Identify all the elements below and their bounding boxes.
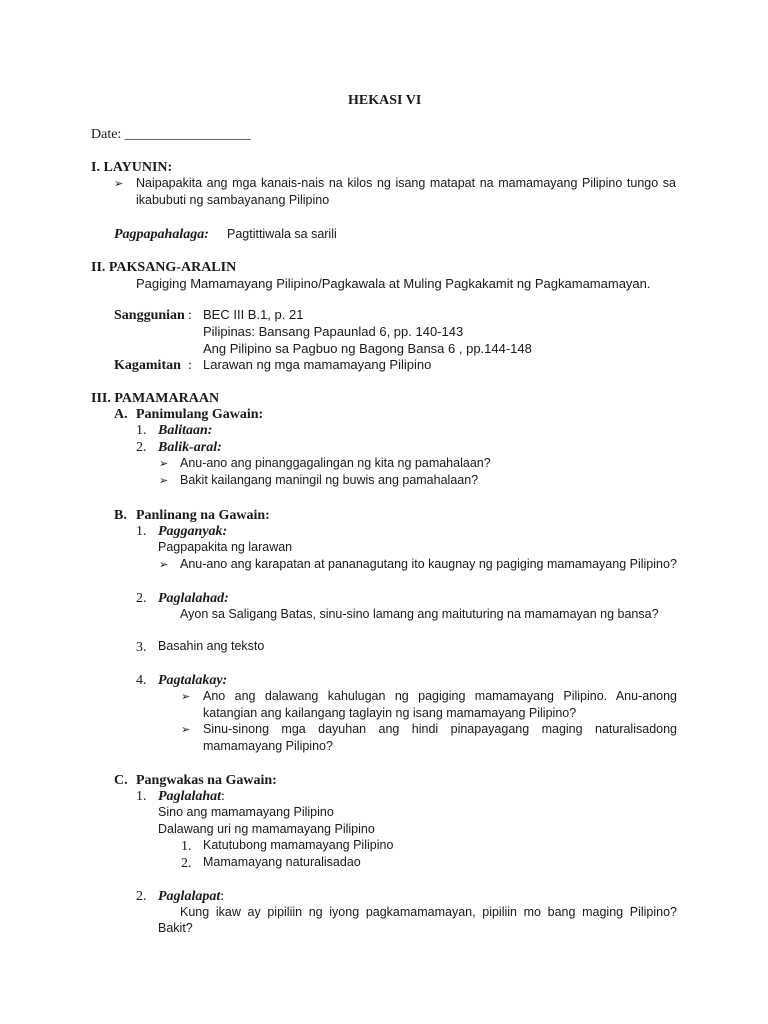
kagamitan-label: Kagamitan xyxy=(114,358,181,373)
arrow-bullet-icon: ➢ xyxy=(159,558,169,571)
a-item-2-number: 2. xyxy=(136,440,147,455)
part-c-title: Pangwakas na Gawain: xyxy=(136,773,277,788)
a-item-2-label: Balik-aral: xyxy=(158,440,222,455)
b-item-2-label: Paglalahad: xyxy=(158,591,229,606)
b-item-4-label: Pagtalakay: xyxy=(158,673,228,688)
pagpapahalaga-value: Pagtittiwala sa sarili xyxy=(227,227,337,241)
sanggunian-label: Sanggunian xyxy=(114,308,185,323)
balik-aral-question-1: Anu-ano ang pinanggagalingan ng kita ng pamahalaan? xyxy=(180,456,491,470)
b-item-1-label: Pagganyak: xyxy=(158,524,228,539)
part-a-letter: A. xyxy=(114,407,128,422)
pagtalakay-q2-line1: Sinu-sinong mga dayuhan ang hindi pinapayagang maging naturalisadong xyxy=(203,722,677,736)
paglalahat-text-2: Dalawang uri ng mamamayang Pilipino xyxy=(158,822,375,836)
subitem-1-number: 1. xyxy=(181,839,192,854)
balik-aral-question-2: Bakit kailangang maningil ng buwis ang pamahalaan? xyxy=(180,473,479,487)
document-title: HEKASI VI xyxy=(348,93,422,108)
c-item-1-colon: : xyxy=(221,789,225,804)
b-item-3-number: 3. xyxy=(136,640,147,655)
kagamitan-colon: : xyxy=(188,358,192,373)
pagtalakay-q1-line2: katangian ang kailangang taglayin ng isang mamamayang Pilipino? xyxy=(203,706,577,720)
c-item-1-number: 1. xyxy=(136,789,147,804)
c-item-2-colon: : xyxy=(220,889,225,904)
b-item-3-text: Basahin ang teksto xyxy=(158,639,265,653)
part-b-title: Panlinang na Gawain: xyxy=(136,508,270,523)
pagtalakay-q1-line1: Ano ang dalawang kahulugan ng pagiging mamamayang Pilipino. Anu-anong xyxy=(203,689,677,703)
c-item-1-label: Paglalahat xyxy=(158,789,222,804)
paglalapat-question-line1: Kung ikaw ay pipiliin ng iyong pagkamamamayan, pipiliin mo bang maging Pilipino? xyxy=(180,905,677,919)
pagganyak-text: Pagpapakita ng larawan xyxy=(158,540,293,554)
paglalahat-text-1: Sino ang mamamayang Pilipino xyxy=(158,805,334,819)
reference-1: BEC III B.1, p. 21 xyxy=(203,307,304,322)
pagtalakay-q2-line2: mamamayang Pilipino? xyxy=(203,739,333,753)
topic-text: Pagiging Mamamayang Pilipino/Pagkawala at Muling Pagkakamit ng Pagkamamamayan. xyxy=(136,276,651,291)
pagpapahalaga-label: Pagpapahalaga: xyxy=(114,227,209,242)
paglalapat-question-line2: Bakit? xyxy=(158,921,193,935)
section-heading-paksang-aralin: II. PAKSANG-ARALIN xyxy=(91,260,237,275)
c-item-2-label: Paglalapat xyxy=(158,889,221,904)
c-item-2-number: 2. xyxy=(136,889,147,904)
arrow-bullet-icon: ➢ xyxy=(181,690,191,703)
paglalahad-text: Ayon sa Saligang Batas, sinu-sino lamang ang maituturing na mamamayan ng bansa? xyxy=(180,607,659,621)
pagganyak-question: Anu-ano ang karapatan at pananagutang ito kaugnay ng pagiging mamamayang Pilipino? xyxy=(180,557,677,571)
reference-3: Ang Pilipino sa Pagbuo ng Bagong Bansa 6 , pp.144-148 xyxy=(203,341,532,356)
part-c-letter: C. xyxy=(114,773,128,788)
arrow-bullet-icon: ➢ xyxy=(114,177,124,190)
part-b-letter: B. xyxy=(114,508,127,523)
date-line: Date: __________________ xyxy=(91,127,251,142)
part-a-title: Panimulang Gawain: xyxy=(136,407,264,422)
objective-line-1: Naipapakita ang mga kanais-nais na kilos ng isang matapat na mamamayang Pilipino tungo sa xyxy=(136,176,676,190)
b-item-4-number: 4. xyxy=(136,673,147,688)
section-heading-layunin: I. LAYUNIN: xyxy=(91,160,173,175)
sanggunian-colon: : xyxy=(188,308,192,323)
subitem-2-text: Mamamayang naturalisadao xyxy=(203,855,361,869)
section-heading-pamamaraan: III. PAMAMARAAN xyxy=(91,391,220,406)
objective-line-2: ikabubuti ng sambayanang Pilipino xyxy=(136,193,330,207)
kagamitan-value: Larawan ng mga mamamayang Pilipino xyxy=(203,357,432,372)
arrow-bullet-icon: ➢ xyxy=(181,723,191,736)
subitem-1-text: Katutubong mamamayang Pilipino xyxy=(203,838,394,852)
subitem-2-number: 2. xyxy=(181,856,192,871)
arrow-bullet-icon: ➢ xyxy=(159,474,169,487)
b-item-1-number: 1. xyxy=(136,524,147,539)
b-item-2-number: 2. xyxy=(136,591,147,606)
reference-2: Pilipinas: Bansang Papaunlad 6, pp. 140-143 xyxy=(203,324,464,339)
a-item-1-number: 1. xyxy=(136,423,147,438)
a-item-1-label: Balitaan: xyxy=(158,423,213,438)
arrow-bullet-icon: ➢ xyxy=(159,457,169,470)
